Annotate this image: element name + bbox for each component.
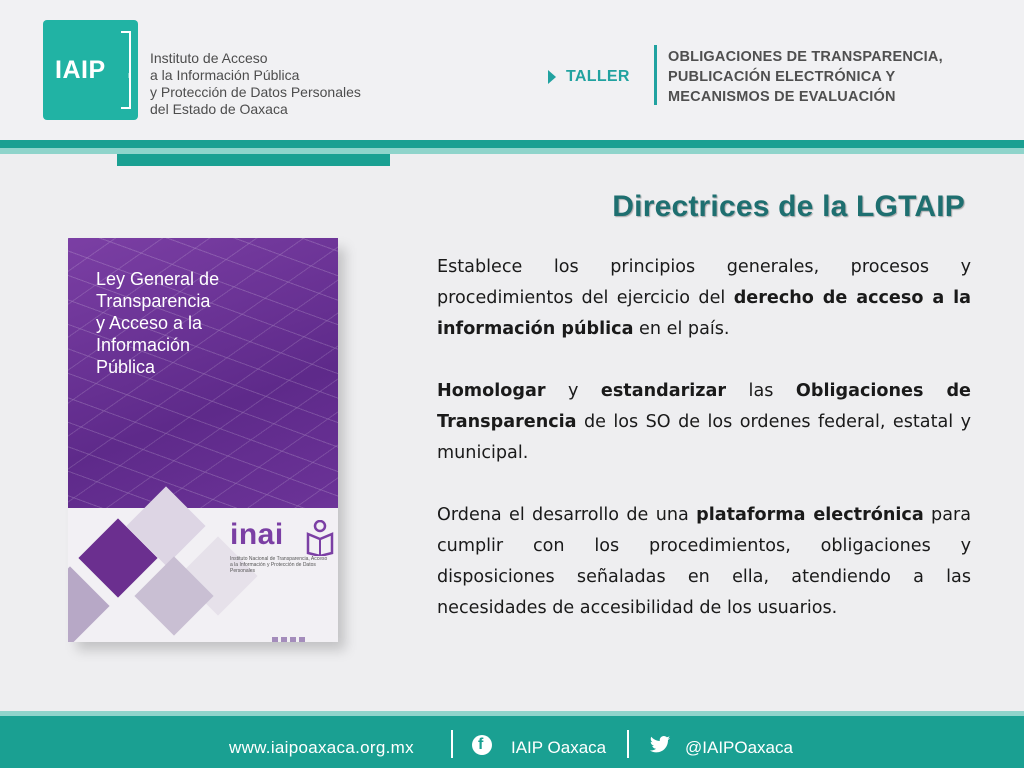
inai-logo: inai bbox=[230, 518, 284, 551]
institute-line: del Estado de Oaxaca bbox=[150, 101, 288, 117]
book-bottom-panel bbox=[68, 508, 338, 642]
book-title bbox=[96, 268, 326, 378]
book-dot bbox=[272, 637, 278, 642]
book-dot bbox=[281, 637, 287, 642]
workshop-title bbox=[668, 47, 1018, 107]
workshop-title-line: OBLIGACIONES DE TRANSPARENCIA, bbox=[668, 49, 943, 65]
slide-title: Directrices de la LGTAIP bbox=[612, 190, 965, 223]
paragraph-text: para cumplir con los procedimientos, obligaciones y disposiciones señaladas en ella, atendiendo a las necesidades de accesibilidad de los usuarios. bbox=[437, 505, 971, 618]
iaip-logo[interactable] bbox=[43, 20, 138, 120]
paragraph-text: las bbox=[726, 381, 796, 401]
book-dot bbox=[299, 637, 305, 642]
header-band bbox=[0, 140, 1024, 148]
paragraph-text: Establece los principios generales, procesos y procedimientos del ejercicio del bbox=[437, 257, 971, 308]
facebook-icon[interactable] bbox=[472, 735, 492, 755]
paragraph-text: de los SO de los ordenes federal, estatal y municipal. bbox=[437, 412, 971, 463]
header bbox=[0, 0, 1024, 140]
content-body bbox=[437, 252, 971, 655]
logo-frame bbox=[121, 31, 131, 109]
play-arrow-icon bbox=[548, 70, 556, 84]
paragraph-text: en el país. bbox=[633, 319, 730, 339]
paragraph-principios bbox=[437, 252, 971, 345]
logo-text: IAIP bbox=[55, 56, 106, 84]
paragraph-highlight: estandarizar bbox=[600, 381, 727, 401]
book-title-line: Ley General de bbox=[96, 269, 220, 289]
book-title-line: Información bbox=[96, 335, 191, 355]
twitter-link[interactable]: @IAIPOaxaca bbox=[685, 738, 793, 757]
inai-caption: Instituto Nacional de Transparencia, Acceso a la Información y Protección de Datos Personales bbox=[230, 556, 328, 574]
logo-subscript: I bbox=[128, 73, 130, 80]
paragraph-highlight: plataforma electrónica bbox=[696, 505, 924, 525]
book-dots bbox=[272, 630, 308, 642]
institute-name bbox=[150, 50, 400, 118]
taller-label: TALLER bbox=[566, 68, 630, 85]
workshop-title-line: PUBLICACIÓN ELECTRÓNICA Y bbox=[668, 69, 896, 85]
website-link[interactable]: www.iaipoaxaca.org.mx bbox=[229, 738, 414, 757]
facebook-glyph: f bbox=[478, 736, 484, 753]
inai-person-book-icon bbox=[306, 520, 334, 556]
paragraph-highlight: derecho de acceso a la información pública bbox=[437, 288, 971, 339]
header-divider bbox=[654, 45, 657, 105]
paragraph-homologar bbox=[437, 376, 971, 469]
workshop-title-line: MECANISMOS DE EVALUACIÓN bbox=[668, 89, 896, 105]
book-dot bbox=[290, 637, 296, 642]
paragraph-highlight: Homologar bbox=[437, 381, 546, 401]
paragraph-highlight: Obligaciones de Transparencia bbox=[437, 381, 971, 432]
book-title-line: Transparencia bbox=[96, 291, 211, 311]
twitter-icon[interactable] bbox=[649, 735, 671, 755]
footer-separator bbox=[627, 730, 629, 758]
paragraph-text: Ordena el desarrollo de una bbox=[437, 505, 697, 525]
book-cover-image bbox=[68, 238, 338, 642]
book-title-line: Pública bbox=[96, 357, 156, 377]
institute-line: a la Información Pública bbox=[150, 67, 300, 83]
book-title-line: y Acceso a la bbox=[96, 313, 203, 333]
facebook-link[interactable]: IAIP Oaxaca bbox=[511, 738, 607, 757]
institute-line: Instituto de Acceso bbox=[150, 50, 268, 66]
paragraph-text: y bbox=[545, 381, 601, 401]
footer-separator bbox=[451, 730, 453, 758]
header-band-tab bbox=[117, 154, 390, 166]
paragraph-plataforma bbox=[437, 500, 971, 624]
institute-line: y Protección de Datos Personales bbox=[150, 84, 361, 100]
